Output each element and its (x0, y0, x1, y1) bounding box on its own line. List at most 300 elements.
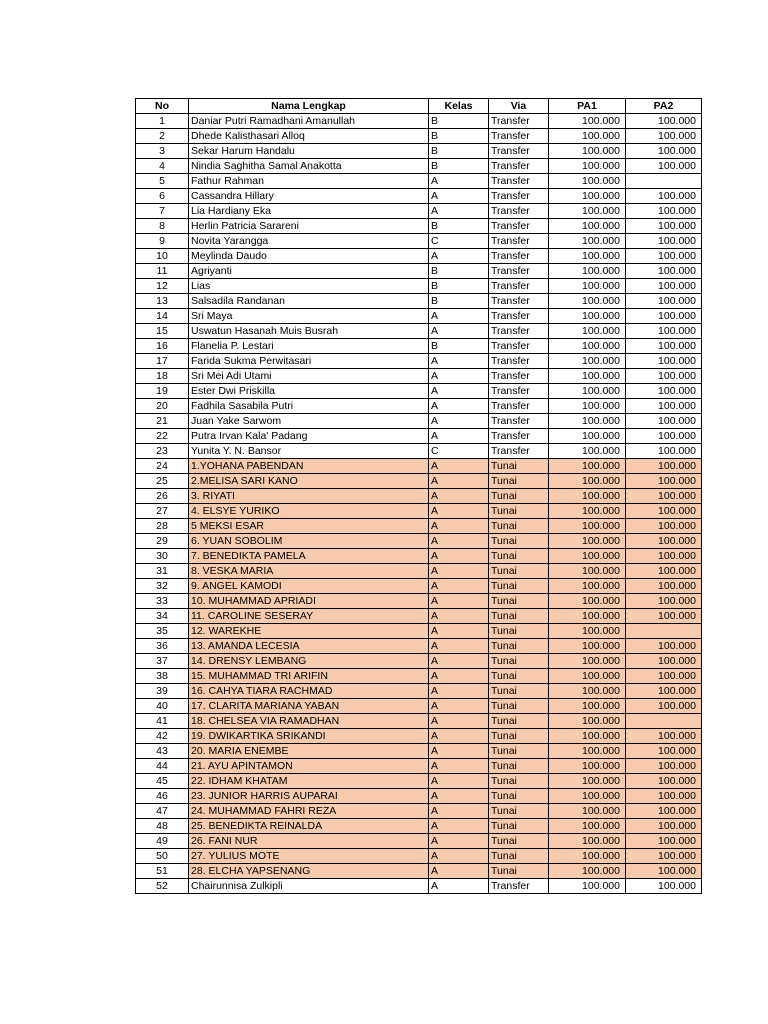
row-nama-lengkap: Lia Hardiany Eka (189, 204, 429, 219)
row-pa2: 100.000 (626, 549, 702, 564)
row-kelas: B (429, 339, 489, 354)
row-pa1: 100.000 (549, 594, 626, 609)
row-via: Transfer (489, 399, 549, 414)
row-nama-lengkap: 11. CAROLINE SESERAY (189, 609, 429, 624)
table-row (136, 684, 702, 699)
table-row (136, 759, 702, 774)
table-row (136, 189, 702, 204)
row-no: 9 (136, 234, 189, 249)
row-pa1: 100.000 (549, 384, 626, 399)
row-pa2: 100.000 (626, 684, 702, 699)
row-nama-lengkap: 3. RIYATI (189, 489, 429, 504)
row-nama-lengkap: 14. DRENSY LEMBANG (189, 654, 429, 669)
table-row (136, 159, 702, 174)
row-nama-lengkap: 28. ELCHA YAPSENANG (189, 864, 429, 879)
row-nama-lengkap: 9. ANGEL KAMODI (189, 579, 429, 594)
row-nama-lengkap: Nindia Saghitha Samal Anakotta (189, 159, 429, 174)
row-pa2: 100.000 (626, 654, 702, 669)
row-no: 39 (136, 684, 189, 699)
row-kelas: A (429, 309, 489, 324)
table-row (136, 444, 702, 459)
row-pa1: 100.000 (549, 549, 626, 564)
row-pa1: 100.000 (549, 804, 626, 819)
row-pa1: 100.000 (549, 684, 626, 699)
row-no: 8 (136, 219, 189, 234)
row-nama-lengkap: Juan Yake Sarwom (189, 414, 429, 429)
row-pa2: 100.000 (626, 639, 702, 654)
header-pa2: PA2 (626, 99, 702, 114)
row-no: 2 (136, 129, 189, 144)
row-pa1: 100.000 (549, 219, 626, 234)
row-pa1: 100.000 (549, 294, 626, 309)
table-row (136, 249, 702, 264)
row-kelas: A (429, 789, 489, 804)
table-row (136, 519, 702, 534)
row-pa1: 100.000 (549, 489, 626, 504)
row-no: 52 (136, 879, 189, 894)
row-pa1: 100.000 (549, 624, 626, 639)
row-pa2: 100.000 (626, 369, 702, 384)
row-pa1: 100.000 (549, 369, 626, 384)
row-via: Transfer (489, 339, 549, 354)
row-pa2: 100.000 (626, 534, 702, 549)
row-nama-lengkap: 1.YOHANA PABENDAN (189, 459, 429, 474)
row-kelas: A (429, 684, 489, 699)
row-pa1: 100.000 (549, 324, 626, 339)
row-pa2: 100.000 (626, 384, 702, 399)
row-no: 24 (136, 459, 189, 474)
row-no: 11 (136, 264, 189, 279)
row-no: 40 (136, 699, 189, 714)
row-pa2: 100.000 (626, 804, 702, 819)
header-no: No (136, 99, 189, 114)
row-kelas: A (429, 849, 489, 864)
row-nama-lengkap: 16. CAHYA TIARA RACHMAD (189, 684, 429, 699)
row-pa2: 100.000 (626, 759, 702, 774)
row-pa1: 100.000 (549, 129, 626, 144)
row-pa1: 100.000 (549, 639, 626, 654)
row-via: Transfer (489, 144, 549, 159)
row-pa1: 100.000 (549, 204, 626, 219)
row-nama-lengkap: 26. FANI NUR (189, 834, 429, 849)
row-kelas: A (429, 189, 489, 204)
row-no: 5 (136, 174, 189, 189)
row-pa1: 100.000 (549, 459, 626, 474)
row-kelas: A (429, 744, 489, 759)
row-no: 38 (136, 669, 189, 684)
row-no: 18 (136, 369, 189, 384)
row-no: 3 (136, 144, 189, 159)
row-no: 15 (136, 324, 189, 339)
row-via: Tunai (489, 849, 549, 864)
row-via: Tunai (489, 759, 549, 774)
row-pa2: 100.000 (626, 309, 702, 324)
row-nama-lengkap: 22. IDHAM KHATAM (189, 774, 429, 789)
row-pa2: 100.000 (626, 204, 702, 219)
table-row (136, 489, 702, 504)
row-kelas: A (429, 489, 489, 504)
row-via: Tunai (489, 519, 549, 534)
row-pa2: 100.000 (626, 459, 702, 474)
row-pa1: 100.000 (549, 579, 626, 594)
table-row (136, 669, 702, 684)
row-nama-lengkap: 10. MUHAMMAD APRIADI (189, 594, 429, 609)
row-pa1: 100.000 (549, 789, 626, 804)
row-nama-lengkap: 8. VESKA MARIA (189, 564, 429, 579)
row-pa2: 100.000 (626, 699, 702, 714)
row-no: 48 (136, 819, 189, 834)
row-kelas: A (429, 804, 489, 819)
row-pa2: 100.000 (626, 864, 702, 879)
row-kelas: A (429, 504, 489, 519)
row-pa2: 100.000 (626, 144, 702, 159)
table-body (136, 114, 702, 894)
row-pa2: 100.000 (626, 579, 702, 594)
row-kelas: B (429, 129, 489, 144)
row-no: 7 (136, 204, 189, 219)
row-nama-lengkap: 18. CHELSEA VIA RAMADHAN (189, 714, 429, 729)
row-via: Tunai (489, 834, 549, 849)
row-kelas: B (429, 219, 489, 234)
row-kelas: C (429, 234, 489, 249)
row-pa2: 100.000 (626, 564, 702, 579)
row-kelas: A (429, 249, 489, 264)
row-via: Tunai (489, 669, 549, 684)
row-no: 43 (136, 744, 189, 759)
row-no: 14 (136, 309, 189, 324)
row-pa2: 100.000 (626, 504, 702, 519)
row-pa2: 100.000 (626, 189, 702, 204)
row-no: 27 (136, 504, 189, 519)
row-pa1: 100.000 (549, 534, 626, 549)
row-kelas: A (429, 414, 489, 429)
row-no: 19 (136, 384, 189, 399)
row-via: Tunai (489, 789, 549, 804)
header-nama-lengkap: Nama Lengkap (189, 99, 429, 114)
row-no: 34 (136, 609, 189, 624)
row-via: Transfer (489, 204, 549, 219)
row-pa2: 100.000 (626, 249, 702, 264)
row-via: Transfer (489, 159, 549, 174)
table-row (136, 579, 702, 594)
row-nama-lengkap: 4. ELSYE YURIKO (189, 504, 429, 519)
row-nama-lengkap: 13. AMANDA LECESIA (189, 639, 429, 654)
row-no: 10 (136, 249, 189, 264)
table-row (136, 174, 702, 189)
row-kelas: A (429, 174, 489, 189)
row-nama-lengkap: 25. BENEDIKTA REINALDA (189, 819, 429, 834)
row-pa1: 100.000 (549, 504, 626, 519)
row-via: Transfer (489, 324, 549, 339)
row-pa1: 100.000 (549, 879, 626, 894)
row-nama-lengkap: Salsadila Randanan (189, 294, 429, 309)
table-row (136, 714, 702, 729)
row-nama-lengkap: Dhede Kalisthasari Alloq (189, 129, 429, 144)
row-no: 23 (136, 444, 189, 459)
row-pa2: 100.000 (626, 234, 702, 249)
row-via: Transfer (489, 444, 549, 459)
row-no: 32 (136, 579, 189, 594)
row-pa1: 100.000 (549, 339, 626, 354)
row-pa2: 100.000 (626, 264, 702, 279)
row-kelas: A (429, 399, 489, 414)
row-pa1: 100.000 (549, 114, 626, 129)
row-via: Transfer (489, 309, 549, 324)
row-no: 6 (136, 189, 189, 204)
row-via: Tunai (489, 699, 549, 714)
row-pa2: 100.000 (626, 744, 702, 759)
row-pa2: 100.000 (626, 159, 702, 174)
row-nama-lengkap: 2.MELISA SARI KANO (189, 474, 429, 489)
table-row (136, 339, 702, 354)
row-pa1: 100.000 (549, 564, 626, 579)
row-pa1: 100.000 (549, 189, 626, 204)
row-pa2: 100.000 (626, 324, 702, 339)
row-no: 1 (136, 114, 189, 129)
row-pa1: 100.000 (549, 759, 626, 774)
row-kelas: A (429, 579, 489, 594)
row-via: Transfer (489, 354, 549, 369)
row-pa2 (626, 714, 702, 729)
row-pa1: 100.000 (549, 174, 626, 189)
row-nama-lengkap: Daniar Putri Ramadhani Amanullah (189, 114, 429, 129)
row-no: 17 (136, 354, 189, 369)
row-via: Tunai (489, 594, 549, 609)
row-pa2: 100.000 (626, 819, 702, 834)
row-pa2 (626, 174, 702, 189)
table-row (136, 399, 702, 414)
row-pa2: 100.000 (626, 789, 702, 804)
row-pa2: 100.000 (626, 519, 702, 534)
row-pa2: 100.000 (626, 609, 702, 624)
table-row (136, 129, 702, 144)
row-nama-lengkap: Lias (189, 279, 429, 294)
row-pa1: 100.000 (549, 699, 626, 714)
row-no: 42 (136, 729, 189, 744)
table-row (136, 459, 702, 474)
row-nama-lengkap: 15. MUHAMMAD TRI ARIFIN (189, 669, 429, 684)
row-pa2: 100.000 (626, 834, 702, 849)
row-nama-lengkap: Sri Mei Adi Utami (189, 369, 429, 384)
row-via: Tunai (489, 819, 549, 834)
header-kelas: Kelas (429, 99, 489, 114)
row-pa1: 100.000 (549, 864, 626, 879)
row-pa1: 100.000 (549, 519, 626, 534)
row-pa2: 100.000 (626, 879, 702, 894)
row-no: 45 (136, 774, 189, 789)
table-row (136, 624, 702, 639)
table-row (136, 279, 702, 294)
row-nama-lengkap: Herlin Patricia Sarareni (189, 219, 429, 234)
payment-table (135, 98, 702, 894)
row-no: 35 (136, 624, 189, 639)
row-pa2: 100.000 (626, 279, 702, 294)
row-no: 12 (136, 279, 189, 294)
row-via: Transfer (489, 189, 549, 204)
table-row (136, 369, 702, 384)
row-no: 47 (136, 804, 189, 819)
row-via: Transfer (489, 279, 549, 294)
row-pa2: 100.000 (626, 849, 702, 864)
row-no: 28 (136, 519, 189, 534)
table-row (136, 324, 702, 339)
row-via: Transfer (489, 174, 549, 189)
row-pa1: 100.000 (549, 744, 626, 759)
row-pa2: 100.000 (626, 489, 702, 504)
row-kelas: B (429, 294, 489, 309)
row-no: 21 (136, 414, 189, 429)
table-row (136, 699, 702, 714)
row-no: 16 (136, 339, 189, 354)
row-via: Transfer (489, 234, 549, 249)
row-nama-lengkap: Yunita Y. N. Bansor (189, 444, 429, 459)
row-via: Transfer (489, 219, 549, 234)
row-pa2: 100.000 (626, 294, 702, 309)
row-nama-lengkap: Sekar Harum Handalu (189, 144, 429, 159)
row-via: Tunai (489, 459, 549, 474)
table-row (136, 744, 702, 759)
row-nama-lengkap: Uswatun Hasanah Muis Busrah (189, 324, 429, 339)
row-via: Transfer (489, 129, 549, 144)
row-pa1: 100.000 (549, 834, 626, 849)
row-no: 37 (136, 654, 189, 669)
table-row (136, 639, 702, 654)
row-pa1: 100.000 (549, 234, 626, 249)
row-pa1: 100.000 (549, 819, 626, 834)
table-row (136, 534, 702, 549)
row-pa2: 100.000 (626, 114, 702, 129)
table-row (136, 549, 702, 564)
row-pa1: 100.000 (549, 714, 626, 729)
row-via: Tunai (489, 549, 549, 564)
row-nama-lengkap: Cassandra Hillary (189, 189, 429, 204)
row-pa1: 100.000 (549, 414, 626, 429)
row-kelas: A (429, 204, 489, 219)
row-pa1: 100.000 (549, 309, 626, 324)
row-via: Tunai (489, 534, 549, 549)
table-row (136, 879, 702, 894)
table-row (136, 219, 702, 234)
row-kelas: A (429, 324, 489, 339)
row-no: 41 (136, 714, 189, 729)
row-pa2: 100.000 (626, 774, 702, 789)
row-kelas: A (429, 429, 489, 444)
row-kelas: A (429, 474, 489, 489)
row-pa2: 100.000 (626, 339, 702, 354)
row-no: 29 (136, 534, 189, 549)
table-row (136, 294, 702, 309)
header-via: Via (489, 99, 549, 114)
table-row (136, 564, 702, 579)
table-row (136, 114, 702, 129)
row-kelas: A (429, 729, 489, 744)
row-kelas: A (429, 609, 489, 624)
row-kelas: A (429, 369, 489, 384)
row-via: Tunai (489, 579, 549, 594)
row-pa1: 100.000 (549, 399, 626, 414)
table-row (136, 609, 702, 624)
row-kelas: C (429, 444, 489, 459)
row-via: Tunai (489, 744, 549, 759)
row-via: Transfer (489, 294, 549, 309)
table-row (136, 234, 702, 249)
row-via: Tunai (489, 489, 549, 504)
row-pa2 (626, 624, 702, 639)
row-pa1: 100.000 (549, 429, 626, 444)
row-nama-lengkap: 20. MARIA ENEMBE (189, 744, 429, 759)
row-pa2: 100.000 (626, 729, 702, 744)
row-pa2: 100.000 (626, 219, 702, 234)
row-pa1: 100.000 (549, 774, 626, 789)
row-no: 4 (136, 159, 189, 174)
row-no: 20 (136, 399, 189, 414)
row-pa1: 100.000 (549, 849, 626, 864)
row-pa1: 100.000 (549, 159, 626, 174)
row-no: 46 (136, 789, 189, 804)
row-kelas: A (429, 819, 489, 834)
row-pa2: 100.000 (626, 129, 702, 144)
row-nama-lengkap: Novita Yarangga (189, 234, 429, 249)
row-no: 31 (136, 564, 189, 579)
row-nama-lengkap: 27. YULIUS MOTE (189, 849, 429, 864)
row-via: Transfer (489, 264, 549, 279)
row-nama-lengkap: Chairunnisa Zulkipli (189, 879, 429, 894)
row-pa1: 100.000 (549, 609, 626, 624)
table-row (136, 414, 702, 429)
row-kelas: A (429, 714, 489, 729)
row-via: Tunai (489, 474, 549, 489)
row-pa1: 100.000 (549, 279, 626, 294)
table-row (136, 429, 702, 444)
row-nama-lengkap: 12. WAREKHE (189, 624, 429, 639)
row-no: 49 (136, 834, 189, 849)
row-via: Tunai (489, 564, 549, 579)
row-kelas: B (429, 159, 489, 174)
row-nama-lengkap: Flanelia P. Lestari (189, 339, 429, 354)
row-kelas: B (429, 144, 489, 159)
row-pa2: 100.000 (626, 414, 702, 429)
row-via: Transfer (489, 429, 549, 444)
row-kelas: A (429, 534, 489, 549)
row-no: 33 (136, 594, 189, 609)
table-row (136, 144, 702, 159)
row-pa1: 100.000 (549, 144, 626, 159)
row-kelas: B (429, 279, 489, 294)
row-kelas: A (429, 354, 489, 369)
row-via: Transfer (489, 384, 549, 399)
row-pa2: 100.000 (626, 669, 702, 684)
row-pa1: 100.000 (549, 474, 626, 489)
row-nama-lengkap: Ester Dwi Priskilla (189, 384, 429, 399)
row-kelas: A (429, 654, 489, 669)
row-via: Tunai (489, 804, 549, 819)
row-pa1: 100.000 (549, 249, 626, 264)
row-via: Tunai (489, 864, 549, 879)
row-nama-lengkap: Fathur Rahman (189, 174, 429, 189)
row-no: 36 (136, 639, 189, 654)
table-row (136, 819, 702, 834)
row-nama-lengkap: 6. YUAN SOBOLIM (189, 534, 429, 549)
row-nama-lengkap: Farida Sukma Perwitasari (189, 354, 429, 369)
table-row (136, 849, 702, 864)
row-pa2: 100.000 (626, 444, 702, 459)
row-nama-lengkap: 21. AYU APINTAMON (189, 759, 429, 774)
row-kelas: A (429, 459, 489, 474)
row-no: 26 (136, 489, 189, 504)
row-nama-lengkap: Meylinda Daudo (189, 249, 429, 264)
row-via: Tunai (489, 729, 549, 744)
row-nama-lengkap: Fadhila Sasabila Putri (189, 399, 429, 414)
